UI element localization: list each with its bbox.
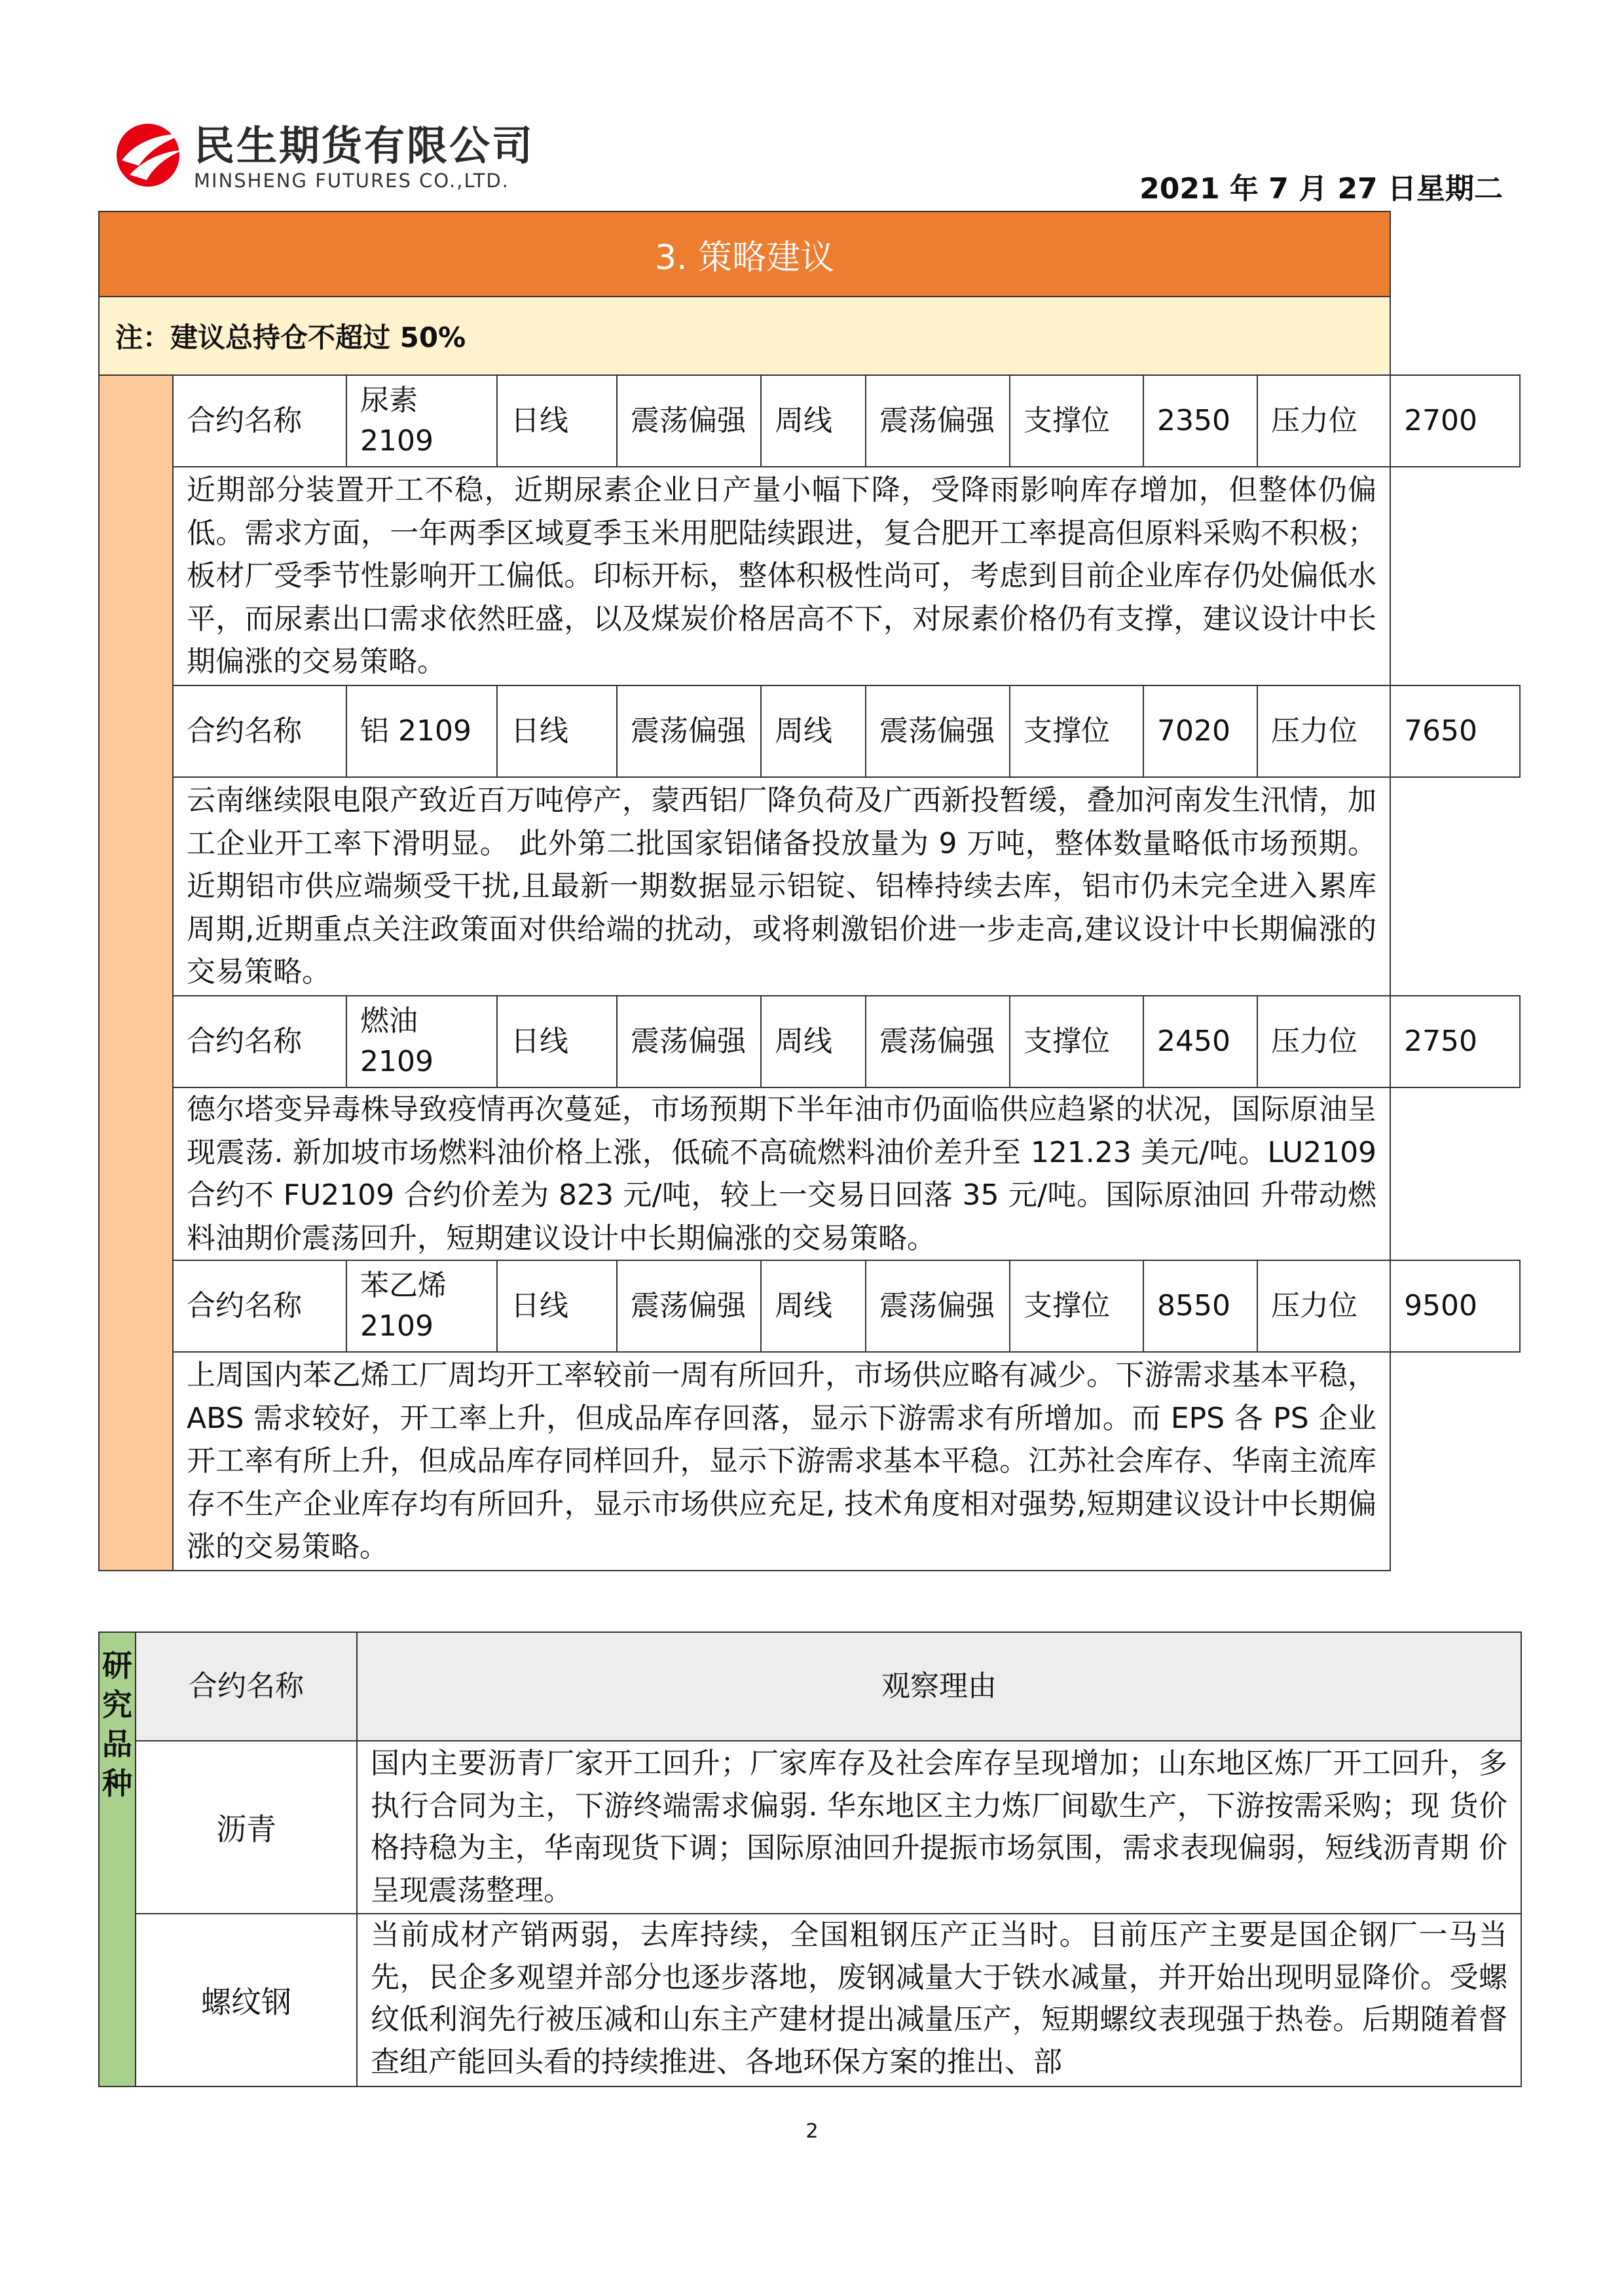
support-label: 支撑位	[1010, 375, 1143, 467]
contract-name: 燃油 2109	[346, 996, 497, 1087]
strategy-paragraph: 德尔塔变异毒株导致疫情再次蔓延，市场预期下半年油市仍面临供应趋紧的状况，国际原油呈现震荡. 新加坡市场燃料油价格上涨，低硫不高硫燃料油价差升至 121.23 美元/吨。LU2109 合约不 FU2109 合约价差为 823 元/吨，较上一交易日回落 35 元/吨。国际原油回 升带动燃料油期价震荡回升，短期建议设计中长期偏涨的交易策略。	[173, 1087, 1390, 1260]
pressure-label: 压力位	[1257, 375, 1390, 467]
company-name-en: MINSHENG FUTURES CO.,LTD.	[194, 170, 509, 192]
company-logo	[110, 115, 581, 200]
header-contract-name: 合约名称	[136, 1632, 357, 1741]
company-name-cn: 民生期货有限公司	[194, 122, 535, 170]
weekly-trend: 震荡偏强	[866, 685, 1010, 777]
pressure-value: 7650	[1390, 685, 1520, 777]
strategy-paragraph: 上周国内苯乙烯工厂周均开工率较前一周有所回升，市场供应略有减少。下游需求基本平稳，ABS 需求较好，开工率上升，但成品库存回落，显示下游需求有所增加。而 EPS 各 PS 企业开工率有所上升，但成品库存同样回升，显示下游需求基本平稳。江苏社会库存、华南主流库存不生产企业库存均有所回升，显示市场供应充足, 技术角度相对强势,短期建议设计中长期偏涨的交易策略。	[173, 1352, 1390, 1571]
weekly-label: 周线	[761, 996, 866, 1087]
variety-reason: 国内主要沥青厂家开工回升；厂家库存及社会库存呈现增加；山东地区炼厂开工回升，多执行合同为主，下游终端需求偏弱. 华东地区主力炼厂间歇生产，下游按需采购；现 货价格持稳为主，华南现货下调；国际原油回升提振市场氛围，需求表现偏弱，短线沥青期 价呈现震荡整理。	[357, 1741, 1521, 1914]
company-logo-icon	[110, 115, 189, 193]
daily-trend: 震荡偏强	[617, 1260, 761, 1352]
contract-label: 合约名称	[173, 1260, 346, 1352]
support-value: 2350	[1143, 375, 1257, 467]
contract-row	[99, 685, 1520, 777]
weekly-label: 周线	[761, 375, 866, 467]
daily-label: 日线	[497, 685, 617, 777]
daily-label: 日线	[497, 996, 617, 1087]
strategy-paragraph: 云南继续限电限产致近百万吨停产，蒙西铝厂降负荷及广西新投暂缓，叠加河南发生汛情，加工企业开工率下滑明显。 此外第二批国家铝储备投放量为 9 万吨，整体数量略低市场预期。近期铝市供应端频受干扰,且最新一期数据显示铝锭、铝棒持续去库，铝市仍未完全进入累库周期,近期重点关注政策面对供给端的扰动，或将刺激铝价进一步走高,建议设计中长期偏涨的交易策略。	[173, 777, 1390, 996]
weekly-trend: 震荡偏强	[866, 996, 1010, 1087]
header-reason: 观察理由	[357, 1632, 1521, 1741]
weekly-label: 周线	[761, 1260, 866, 1352]
support-label: 支撑位	[1010, 996, 1143, 1087]
section-title: 3. 策略建议	[99, 211, 1390, 297]
daily-trend: 震荡偏强	[617, 996, 761, 1087]
daily-label: 日线	[497, 1260, 617, 1352]
position-note: 注：建议总持仓不超过 50%	[99, 297, 1390, 375]
contract-label: 合约名称	[173, 375, 346, 467]
contract-name: 苯乙烯 2109	[346, 1260, 497, 1352]
strategy-table	[98, 211, 1521, 1571]
weekly-trend: 震荡偏强	[866, 1260, 1010, 1352]
support-value: 8550	[1143, 1260, 1257, 1352]
variety-reason	[357, 1914, 1521, 2086]
support-value: 7020	[1143, 685, 1257, 777]
pressure-value: 2750	[1390, 996, 1520, 1087]
daily-trend: 震荡偏强	[617, 685, 761, 777]
side-color-bar	[99, 375, 173, 1571]
research-varieties-text: 研究品种	[102, 1648, 132, 1801]
pressure-value: 9500	[1390, 1260, 1520, 1352]
report-date: 2021 年 7 月 27 日星期二	[1139, 172, 1503, 206]
pressure-label: 压力位	[1257, 685, 1390, 777]
support-value: 2450	[1143, 996, 1257, 1087]
page-number: 2	[805, 2120, 819, 2143]
contract-row	[99, 1260, 1520, 1352]
strategy-paragraph: 近期部分装置开工不稳，近期尿素企业日产量小幅下降，受降雨影响库存增加，但整体仍偏低。需求方面，一年两季区域夏季玉米用肥陆续跟进，复合肥开工率提高但原料采购不积极；板材厂受季节性影响开工偏低。印标开标，整体积极性尚可，考虑到目前企业库存仍处偏低水平，而尿素出口需求依然旺盛，以及煤炭价格居高不下，对尿素价格仍有支撑，建议设计中长期偏涨的交易策略。	[173, 467, 1390, 685]
watch-table	[98, 1631, 1522, 2087]
variety-reason-text: 当前成材产销两弱，去库持续，全国粗钢压产正当时。目前压产主要是国企钢厂一马当先，民企多观望并部分也逐步落地，废钢减量大于铁水减量，并开始出现明显降价。受螺纹低利润先行被压减和山东主产建材提出减量压产，短期螺纹表现强于热卷。后期随着督查组产能回头看的持续推进、各地环保方案的推出、部	[371, 1918, 1507, 2079]
contract-name: 尿素 2109	[346, 375, 497, 467]
contract-label: 合约名称	[173, 685, 346, 777]
research-varieties-label	[99, 1632, 136, 2086]
support-label: 支撑位	[1010, 685, 1143, 777]
daily-trend: 震荡偏强	[617, 375, 761, 467]
contract-name: 铝 2109	[346, 685, 497, 777]
pressure-label: 压力位	[1257, 1260, 1390, 1352]
pressure-value: 2700	[1390, 375, 1520, 467]
weekly-trend: 震荡偏强	[866, 375, 1010, 467]
contract-row	[99, 996, 1520, 1087]
daily-label: 日线	[497, 375, 617, 467]
contract-row	[99, 375, 1520, 467]
variety-name: 沥青	[136, 1741, 357, 1914]
support-label: 支撑位	[1010, 1260, 1143, 1352]
variety-name: 螺纹钢	[136, 1914, 357, 2086]
contract-label: 合约名称	[173, 996, 346, 1087]
weekly-label: 周线	[761, 685, 866, 777]
pressure-label: 压力位	[1257, 996, 1390, 1087]
